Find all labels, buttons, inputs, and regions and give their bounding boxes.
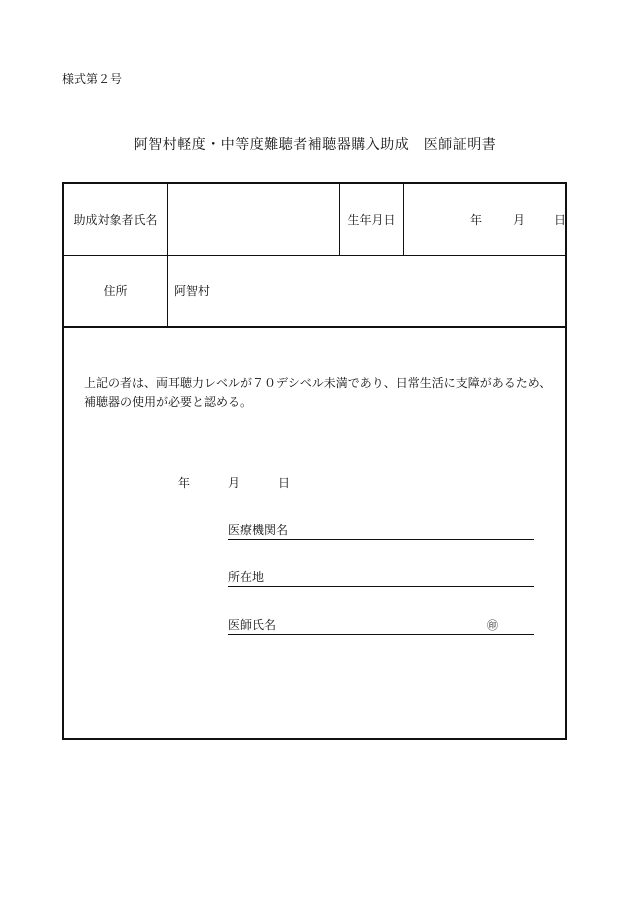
address-label: 住所 (103, 284, 128, 298)
seal-mark: ㊞ (487, 619, 498, 632)
form-number: 様式第２号 (62, 72, 123, 86)
location-label: 所在地 (228, 570, 265, 584)
doctor-name-field[interactable] (228, 616, 534, 635)
birthdate-field[interactable] (403, 184, 565, 255)
birth-day-label: 日 (554, 213, 567, 227)
document-title: 阿智村軽度・中等度難聴者補聴器購入助成 医師証明書 (133, 137, 497, 153)
institution-label: 医療機関名 (228, 523, 289, 537)
subject-name-field[interactable] (167, 184, 339, 255)
certification-statement: 上記の者は、両耳聴力レベルが７０デシベル未満であり、日常生活に支障があるため、補聴器の使用が必要と認める。 (84, 376, 552, 409)
birth-year-label: 年 (470, 213, 483, 227)
address-row (64, 255, 565, 328)
cert-year-label: 年 (178, 476, 191, 490)
subject-row (64, 184, 565, 256)
doctor-name-label: 医師氏名 (228, 618, 277, 632)
certificate-form (62, 182, 567, 740)
birthdate-label: 生年月日 (339, 184, 403, 255)
cert-month-label: 月 (228, 476, 241, 490)
subject-name-label: 助成対象者氏名 (73, 213, 158, 227)
cert-day-label: 日 (278, 476, 291, 490)
address-field[interactable]: 阿智村 (167, 255, 565, 326)
location-field[interactable] (228, 568, 534, 587)
birth-month-label: 月 (513, 213, 526, 227)
institution-field[interactable] (228, 521, 534, 540)
